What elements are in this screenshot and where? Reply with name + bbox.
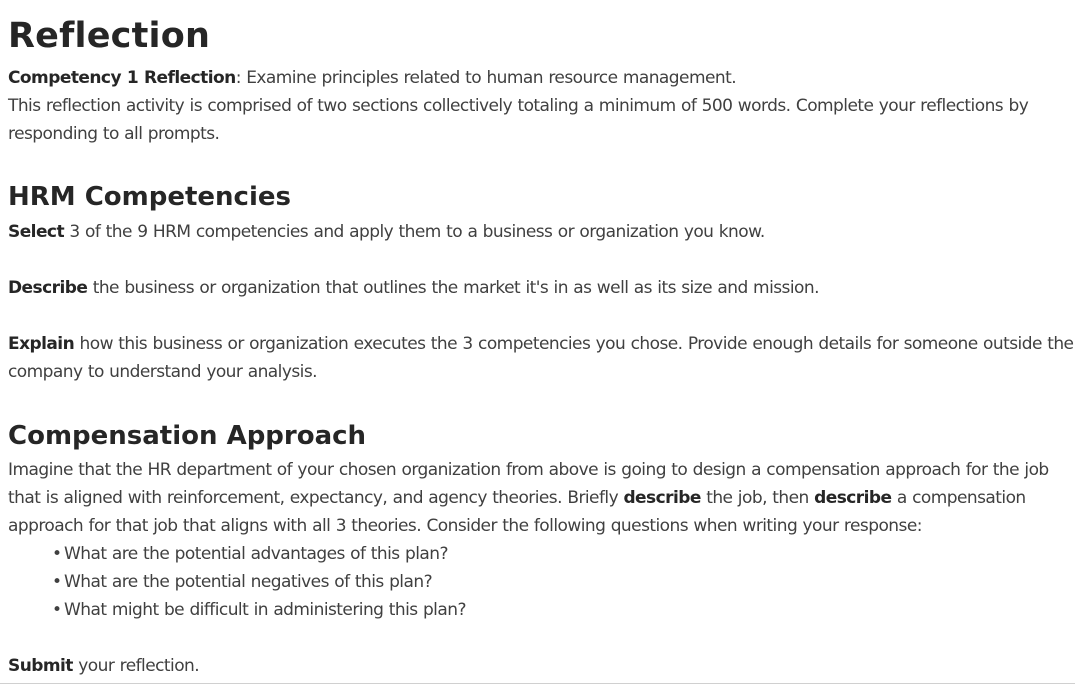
- explain-keyword: Explain: [8, 334, 75, 354]
- describe-keyword-1: describe: [623, 488, 701, 508]
- competency-text: : Examine principles related to human resource management.: [235, 68, 737, 88]
- submit-keyword: Submit: [8, 656, 73, 676]
- compensation-line-2-text-b: the job, then: [700, 488, 815, 508]
- hrm-competencies-heading: HRM Competencies: [8, 182, 291, 212]
- select-text: 3 of the 9 HRM competencies and apply them to a business or organization you know.: [64, 222, 765, 242]
- compensation-line-2: [8, 484, 1026, 512]
- list-item: [52, 596, 466, 624]
- compensation-line-2-text-a: that is aligned with reinforcement, expectancy, and agency theories. Briefly: [8, 488, 624, 508]
- bullet-icon: •: [52, 544, 62, 564]
- submit-instruction: [8, 652, 199, 680]
- question-list: [52, 540, 466, 624]
- select-prompt: [8, 218, 765, 246]
- list-item: [52, 568, 466, 596]
- instructions-line-1: This reflection activity is comprised of two sections collectively totaling a minimum of 500 words. Complete your reflections by: [8, 96, 1029, 116]
- competency-statement: [8, 64, 736, 92]
- question-text: What might be difficult in administering this plan?: [64, 600, 466, 620]
- question-text: What are the potential advantages of this plan?: [64, 544, 448, 564]
- compensation-line-1: Imagine that the HR department of your chosen organization from above is going to design a compensation approach for the job: [8, 460, 1049, 480]
- bottom-divider: [0, 683, 1075, 684]
- submit-text: your reflection.: [72, 656, 200, 676]
- compensation-line-3: approach for that job that aligns with all 3 theories. Consider the following questions when writing your response:: [8, 516, 922, 536]
- describe-keyword-2: describe: [814, 488, 892, 508]
- competency-label: Competency 1 Reflection: [8, 68, 236, 88]
- describe-keyword: Describe: [8, 278, 88, 298]
- describe-prompt: [8, 274, 819, 302]
- explain-prompt: [8, 330, 1073, 358]
- describe-text: the business or organization that outlines the market it's in as well as its size and mission.: [87, 278, 819, 298]
- instructions-line-2: responding to all prompts.: [8, 124, 220, 144]
- bullet-icon: •: [52, 572, 62, 592]
- explain-prompt-line-2: company to understand your analysis.: [8, 362, 317, 382]
- compensation-line-2-text-c: a compensation: [891, 488, 1026, 508]
- list-item: [52, 540, 466, 568]
- page-title: Reflection: [8, 16, 211, 56]
- explain-text: how this business or organization executes the 3 competencies you chose. Provide enough details for someone outside the: [74, 334, 1074, 354]
- select-keyword: Select: [8, 222, 65, 242]
- question-text: What are the potential negatives of this plan?: [64, 572, 433, 592]
- compensation-approach-heading: Compensation Approach: [8, 421, 367, 451]
- bullet-icon: •: [52, 600, 62, 620]
